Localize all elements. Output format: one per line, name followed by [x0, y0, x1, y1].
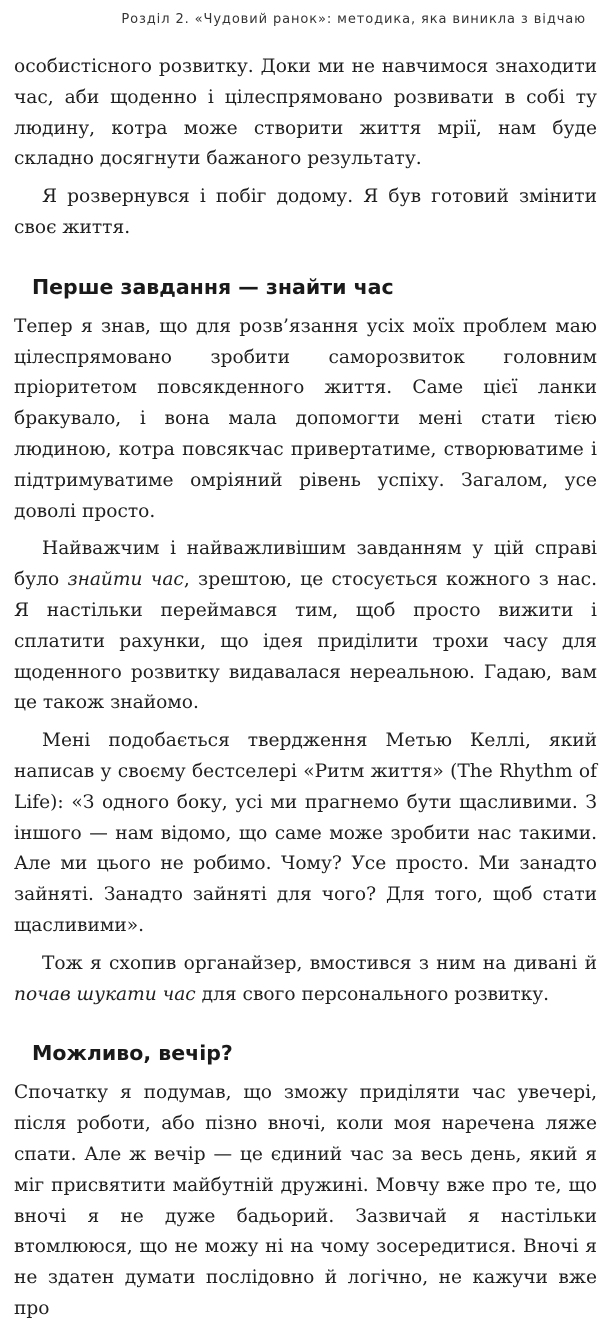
paragraph-4-part-b: , зрештою, це стосується кожного з нас. Я настільки переймався тим, щоб просто вижити і сплатити рахунки, що ідея приділити трохи часу для щоденного розвитку видавалася нереальною. Гадаю, вам це також знайомо. [14, 569, 597, 714]
paragraph-4-emphasis: знайти час [67, 569, 184, 591]
paragraph-6-part-b: для свого персонального розвитку. [195, 983, 550, 1005]
paragraph-4-part-a: Найважчим і найважливішим завданням у цій справі було [14, 538, 597, 591]
page-body [14, 52, 597, 1332]
paragraph-2: Я розвернувся і побіг додому. Я був готовий змінити своє життя. [14, 186, 597, 238]
running-head: Розділ 2. «Чудовий ранок»: методика, яка виникла з відчаю [121, 12, 586, 27]
paragraph-3: Тепер я знав, що для розв’язання усіх моїх проблем маю цілеспрямовано зробити саморозвиток головним пріоритетом повсякденного життя. Саме цієї ланки бракувало, і вона мала допомогти мені стати тією людиною, котра повсякчас привертатиме, створюватиме і підтримуватиме омріяний рівень успіху. Загалом, усе доволі просто. [14, 315, 597, 522]
paragraph-6 [14, 949, 597, 1011]
section-heading-evening: Можливо, вечір? [32, 1041, 233, 1066]
paragraph-6-part-a: Тож я схопив органайзер, вмостився з ним на дивані й [42, 952, 597, 974]
section-heading-find-time: Перше завдання — знайти час [32, 274, 394, 299]
paragraph-1: особистісного розвитку. Доки ми не навчимося знаходити час, аби щоденно і цілеспрямовано розвивати в собі ту людину, котра може створити життя мрії, нам буде складно досягнути бажаного результату. [14, 56, 597, 170]
paragraph-6-emphasis: почав шукати час [14, 983, 196, 1005]
paragraph-5: Мені подобається твердження Метью Келлі, який написав у своєму бестселері «Ритм життя» (The Rhythm of Life): «З одного боку, усі ми прагнемо бути щасливими. З іншого — нам відомо, що саме може зробити нас такими. Але ми цього не робимо. Чому? Усе просто. Ми занадто зайняті. Занадто зайняті для чого? Для того, щоб стати щасливими». [14, 730, 597, 936]
paragraph-4 [14, 534, 597, 719]
paragraph-7: Спочатку я подумав, що зможу приділяти час увечері, після роботи, або пізно вночі, коли моя наречена ляже спати. Але ж вечір — це єдиний час за весь день, який я міг присвятити майбутній дружині. Мовчу вже про те, що вночі я не дуже бадьорий. Зазвичай я настільки втомлююся, що не можу ні на чому зосередитися. Вночі я не здатен думати послідовно й логічно, не кажучи вже про [14, 1082, 597, 1319]
